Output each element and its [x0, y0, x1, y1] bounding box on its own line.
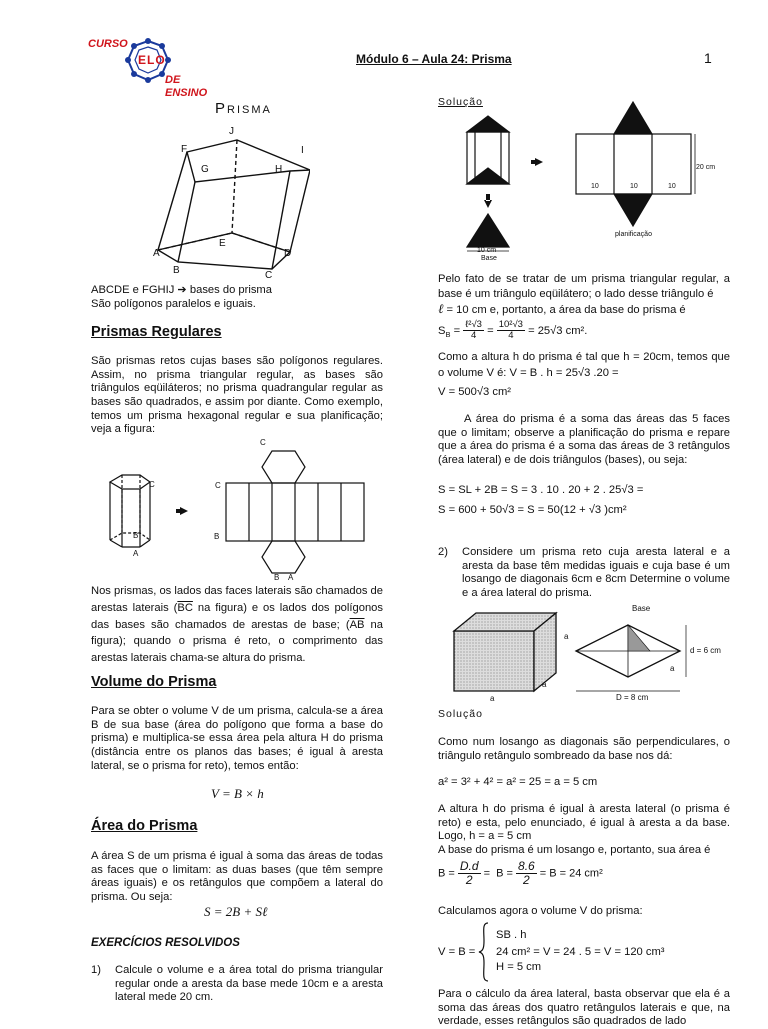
vertex-label: I: [301, 145, 304, 156]
arrow-down-icon: [484, 194, 492, 208]
solution-1-label: Solução: [438, 96, 483, 108]
oblique-prism-figure: [150, 122, 310, 282]
exercise-1-text: Calcule o volume e a área total do prisma triangular regular onde a aresta da base mede 10cm e a aresta lateral mede 20 cm.: [115, 964, 383, 1004]
vertex-label: D: [284, 248, 292, 259]
fig2-label: B: [214, 532, 220, 541]
sol2-text4: Calculamos agora o volume V do prisma:: [438, 905, 643, 917]
volume-text: Para se obter o volume V de um prisma, calcula-se a área B de sua base (área do polígono que forma a base do prisma) e multiplica-se essa área pela altura H do prisma (distância entre os planos das bases; é igual à aresta lateral, se o prisma for reto), temos então:: [91, 705, 383, 772]
regular-text: São prismas retos cujas bases são polígonos regulares. Assim, no prisma triangular regular, as bases são triângulos eqüiláteros; no prisma quadrangular regular as bases são quadrados, e assim por diante. Como exemplo, temos um prisma hexagonal regular e sua planificação; veja a figura:: [91, 355, 383, 436]
fig2-label: A: [288, 573, 294, 582]
edges-part1: Nos prismas, os lados das faces laterais são chamados de arestas laterais (: [91, 585, 383, 614]
sol1-part1: Pelo fato de se tratar de um prisma triangular regular, a base é um triângulo eqüilátero; o lado desse triângulo é: [438, 273, 730, 300]
fig2-label: A: [133, 549, 139, 558]
fig4-D: D = 8 cm: [616, 693, 649, 702]
fig1-caption: [91, 284, 272, 311]
vertex-label: H: [275, 164, 283, 175]
page-title: Prisma: [215, 100, 272, 117]
fig3-base: Base: [481, 255, 497, 262]
volume-formula: V = B × h: [211, 786, 264, 801]
fig1-caption-line2: São polígonos paralelos e iguais.: [91, 297, 256, 310]
exercise-2-number: 2): [438, 546, 448, 558]
volume-system: [438, 921, 738, 983]
sol2-text3: A base do prisma é um losango e, portanto, sua área é: [438, 844, 711, 856]
vertex-label: G: [201, 164, 209, 175]
fig4-a: a: [490, 694, 495, 703]
heading-area: Área do Prisma: [91, 818, 198, 834]
logo: [88, 36, 223, 100]
hexagonal-prism-figure: [100, 437, 370, 582]
base-area-formula: B = $\frac{D.d}{2}$ = B = $\frac{8.6}{2}$ = B = 24 cm²: [438, 859, 603, 888]
fig4-a: a: [670, 664, 675, 673]
fig1-caption-line1: ABCDE e FGHIJ ➔ bases do prisma: [91, 284, 272, 296]
vertex-label: F: [181, 144, 188, 155]
fig3-w: 10: [591, 183, 599, 190]
sol1-volume-result: V = 500√3 cm²: [438, 386, 511, 398]
sol1-volume-text: Como a altura h do prisma é tal que h = 20cm, temos que o volume V é: V = B . h = 25√3 .20 =: [438, 351, 730, 379]
ell-symbol: ℓ: [438, 301, 444, 317]
base-area-result: B = 24 cm²: [549, 867, 603, 880]
area-formula: S = 2B + Sℓ: [204, 904, 268, 919]
sol2-text2: A altura h do prisma é igual à aresta lateral (o prisma é reto) e esta, pelo enunciado, é igual à aresta a da base. Logo, h = a = 5 cm: [438, 803, 730, 843]
fig2-label: C: [215, 481, 221, 490]
volume-line3: H = 5 cm: [496, 961, 542, 973]
logo-bottom: DE ENSINO: [165, 74, 208, 100]
edges-text: [91, 583, 383, 667]
vertex-label: J: [229, 126, 234, 137]
arrow-icon: [176, 507, 188, 515]
fig2-label: B: [274, 573, 280, 582]
sol1-eq2: S = 600 + 50√3 = S = 50(12 + √3 )cm²: [438, 504, 627, 516]
volume-line2: 24 cm² = V = 24 . 5 = V = 120 cm³: [496, 946, 665, 958]
sol1-text: [438, 272, 730, 318]
logo-top: CURSO: [88, 38, 128, 50]
vertex-label: A: [153, 248, 160, 259]
sol1-area-text: A área do prisma é a soma das áreas das 5 faces que o limitam; observe a planificação do prisma e repare que a área do prisma é a soma das áreas de 3 retângulos (área lateral) e de dois triângulos (bases), ou seja:: [438, 413, 730, 466]
exercise-2-text: Considere um prisma reto cuja aresta lateral e a aresta da base têm medidas iguais e cuja base é um losango de diagonais 6cm e 8cm Determine o volume e a área lateral do prisma.: [462, 546, 730, 599]
fig3-w: 10: [630, 183, 638, 190]
arrow-icon: [531, 158, 543, 166]
fig4-base: Base: [632, 604, 651, 613]
brace-icon: [478, 921, 490, 983]
exercise-1-number: 1): [91, 964, 101, 976]
sol2-text5: Para o cálculo da área lateral, basta observar que ela é a soma das áreas dos quatro retângulos laterais e que, na verdade, esses retângulos são quadrados de lado: [438, 988, 730, 1028]
fig3-base-dim: 10 cm: [477, 247, 497, 254]
sol2-text1: Como num losango as diagonais são perpendiculares, o triângulo retângulo sombreado da base nos dá:: [438, 736, 730, 762]
logo-letters: ELO: [138, 53, 166, 67]
fig3-w: 10: [668, 183, 676, 190]
heading-volume: Volume do Prisma: [91, 674, 217, 690]
fig4-d: d = 6 cm: [690, 646, 721, 655]
heading-prismas-regulares: Prismas Regulares: [91, 324, 222, 340]
volume-prefix: V = B =: [438, 946, 476, 958]
edge-ab: $\overline{AB}$: [349, 618, 365, 631]
sol2-eq: a² = 3² + 4² = a² = 25 = a = 5 cm: [438, 776, 598, 788]
page-number: 1: [704, 50, 712, 66]
fig2-label: B: [133, 531, 139, 540]
solution-2-label: Solução: [438, 708, 483, 720]
fig4-a: a: [542, 680, 547, 689]
rhombus-prism-figure: [436, 603, 736, 703]
triangular-prism-figure: [455, 100, 725, 265]
sb-formula: $S_B$ = $\frac{\text{ℓ²√3}}{4}$ = $\frac{\text{10²√3}}{4}$ = 25√3 cm².: [438, 319, 588, 342]
edge-bc: $\overline{BC}$: [177, 601, 193, 614]
edges-part2: na figura) e os lados dos polígonos das bases são chamados de arestas de base; (: [91, 601, 383, 631]
sol1-eq1: S = SL + 2B = S = 3 . 10 . 20 + 2 . 25√3 =: [438, 484, 644, 496]
fig3-plan: planificação: [615, 231, 652, 238]
volume-line1: SB . h: [496, 929, 527, 941]
edges-part3: na figura); quando o prisma é reto, o comprimento das arestas laterais chama-se altura do prisma.: [91, 618, 383, 665]
fig4-a: a: [564, 632, 569, 641]
fig3-dim: 20 cm: [696, 164, 716, 171]
area-text: A área S de um prisma é igual à soma das áreas de todas as faces que o limitam: as duas bases (que têm sempre áreas iguais) e os retângulos que compõem a lateral do prisma. Ou seja:: [91, 850, 383, 903]
sol1-part1b: = 10 cm e, portanto, a área da base do prisma é: [443, 304, 686, 317]
vertex-label: B: [173, 265, 180, 276]
heading-exercicios: EXERCÍCIOS RESOLVIDOS: [91, 937, 240, 949]
fig2-label: C: [260, 438, 266, 447]
vertex-label: E: [219, 238, 226, 249]
fig2-label: C: [149, 480, 155, 489]
sb-result: = 25√3 cm².: [528, 324, 588, 337]
vertex-label: C: [265, 270, 273, 281]
header-title: Módulo 6 – Aula 24: Prisma: [356, 52, 512, 66]
